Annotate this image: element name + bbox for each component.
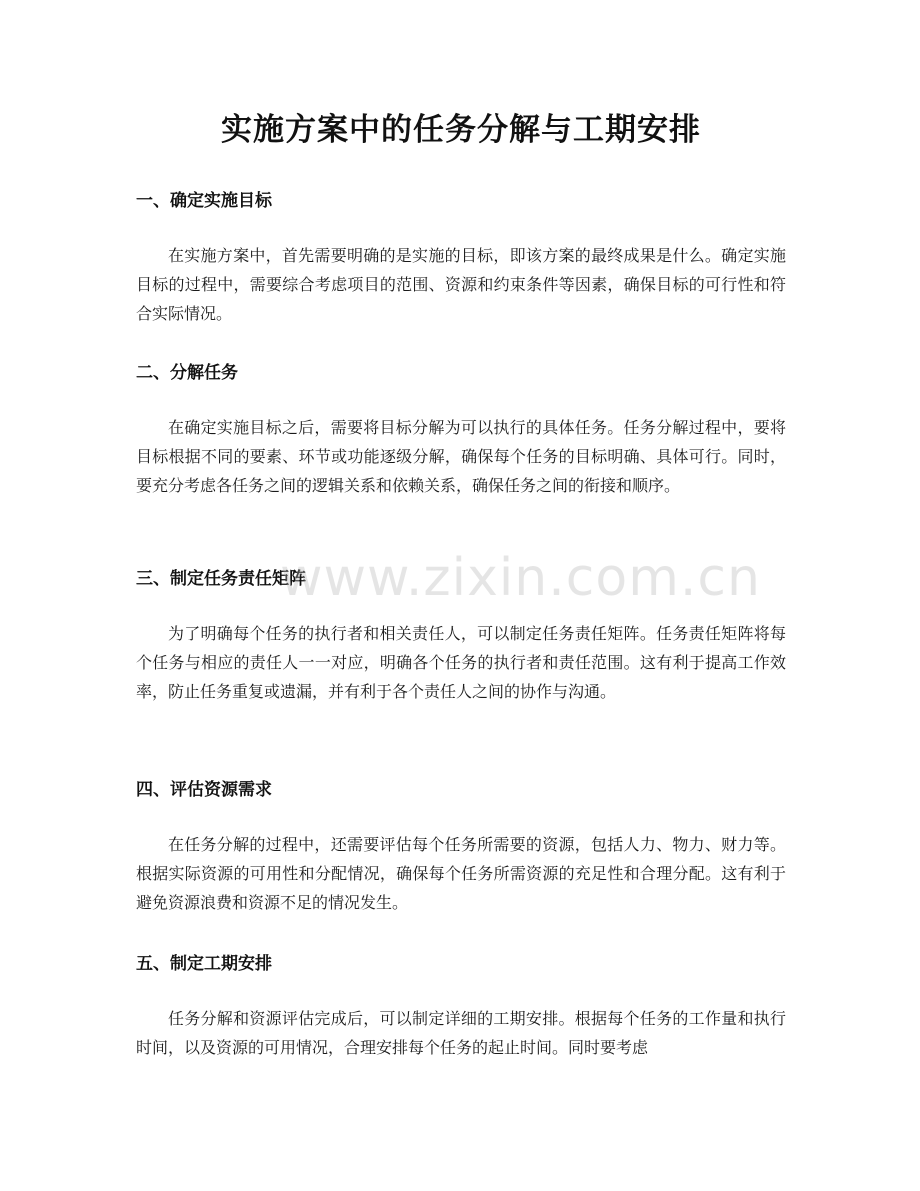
section-5-heading: 五、制定工期安排 [136, 954, 272, 974]
section-2-body: 在确定实施目标之后，需要将目标分解为可以执行的具体任务。任务分解过程中，要将目标根据不同的要素、环节或功能逐级分解，确保每个任务的目标明确、具体可行。同时，要充分考虑各任务之间的逻辑关系和依赖关系，确保任务之间的衔接和顺序。 [136, 418, 786, 495]
watermark-text: www.zixin.com.cn [280, 548, 761, 608]
document-title: 实施方案中的任务分解与工期安排 [221, 112, 701, 148]
section-4-heading: 四、评估资源需求 [136, 780, 272, 800]
section-5 [136, 952, 786, 1062]
section-1-heading: 一、确定实施目标 [136, 191, 272, 211]
section-2-heading: 二、分解任务 [136, 363, 238, 383]
section-4 [136, 778, 786, 917]
section-3 [136, 567, 786, 706]
section-2 [136, 361, 786, 500]
section-3-heading: 三、制定任务责任矩阵 [136, 569, 306, 589]
section-5-body: 任务分解和资源评估完成后，可以制定详细的工期安排。根据每个任务的工作量和执行时间，以及资源的可用情况，合理安排每个任务的起止时间。同时要考虑 [136, 1009, 786, 1057]
section-3-body: 为了明确每个任务的执行者和相关责任人，可以制定任务责任矩阵。任务责任矩阵将每个任务与相应的责任人一一对应，明确各个任务的执行者和责任范围。这有利于提高工作效率，防止任务重复或遗漏，并有利于各个责任人之间的协作与沟通。 [136, 624, 786, 701]
section-4-body: 在任务分解的过程中，还需要评估每个任务所需要的资源，包括人力、物力、财力等。根据实际资源的可用性和分配情况，确保每个任务所需资源的充足性和合理分配。这有利于避免资源浪费和资源不足的情况发生。 [136, 835, 786, 912]
section-1 [136, 189, 786, 328]
section-1-body: 在实施方案中，首先需要明确的是实施的目标，即该方案的最终成果是什么。确定实施目标的过程中，需要综合考虑项目的范围、资源和约束条件等因素，确保目标的可行性和符合实际情况。 [136, 246, 786, 323]
